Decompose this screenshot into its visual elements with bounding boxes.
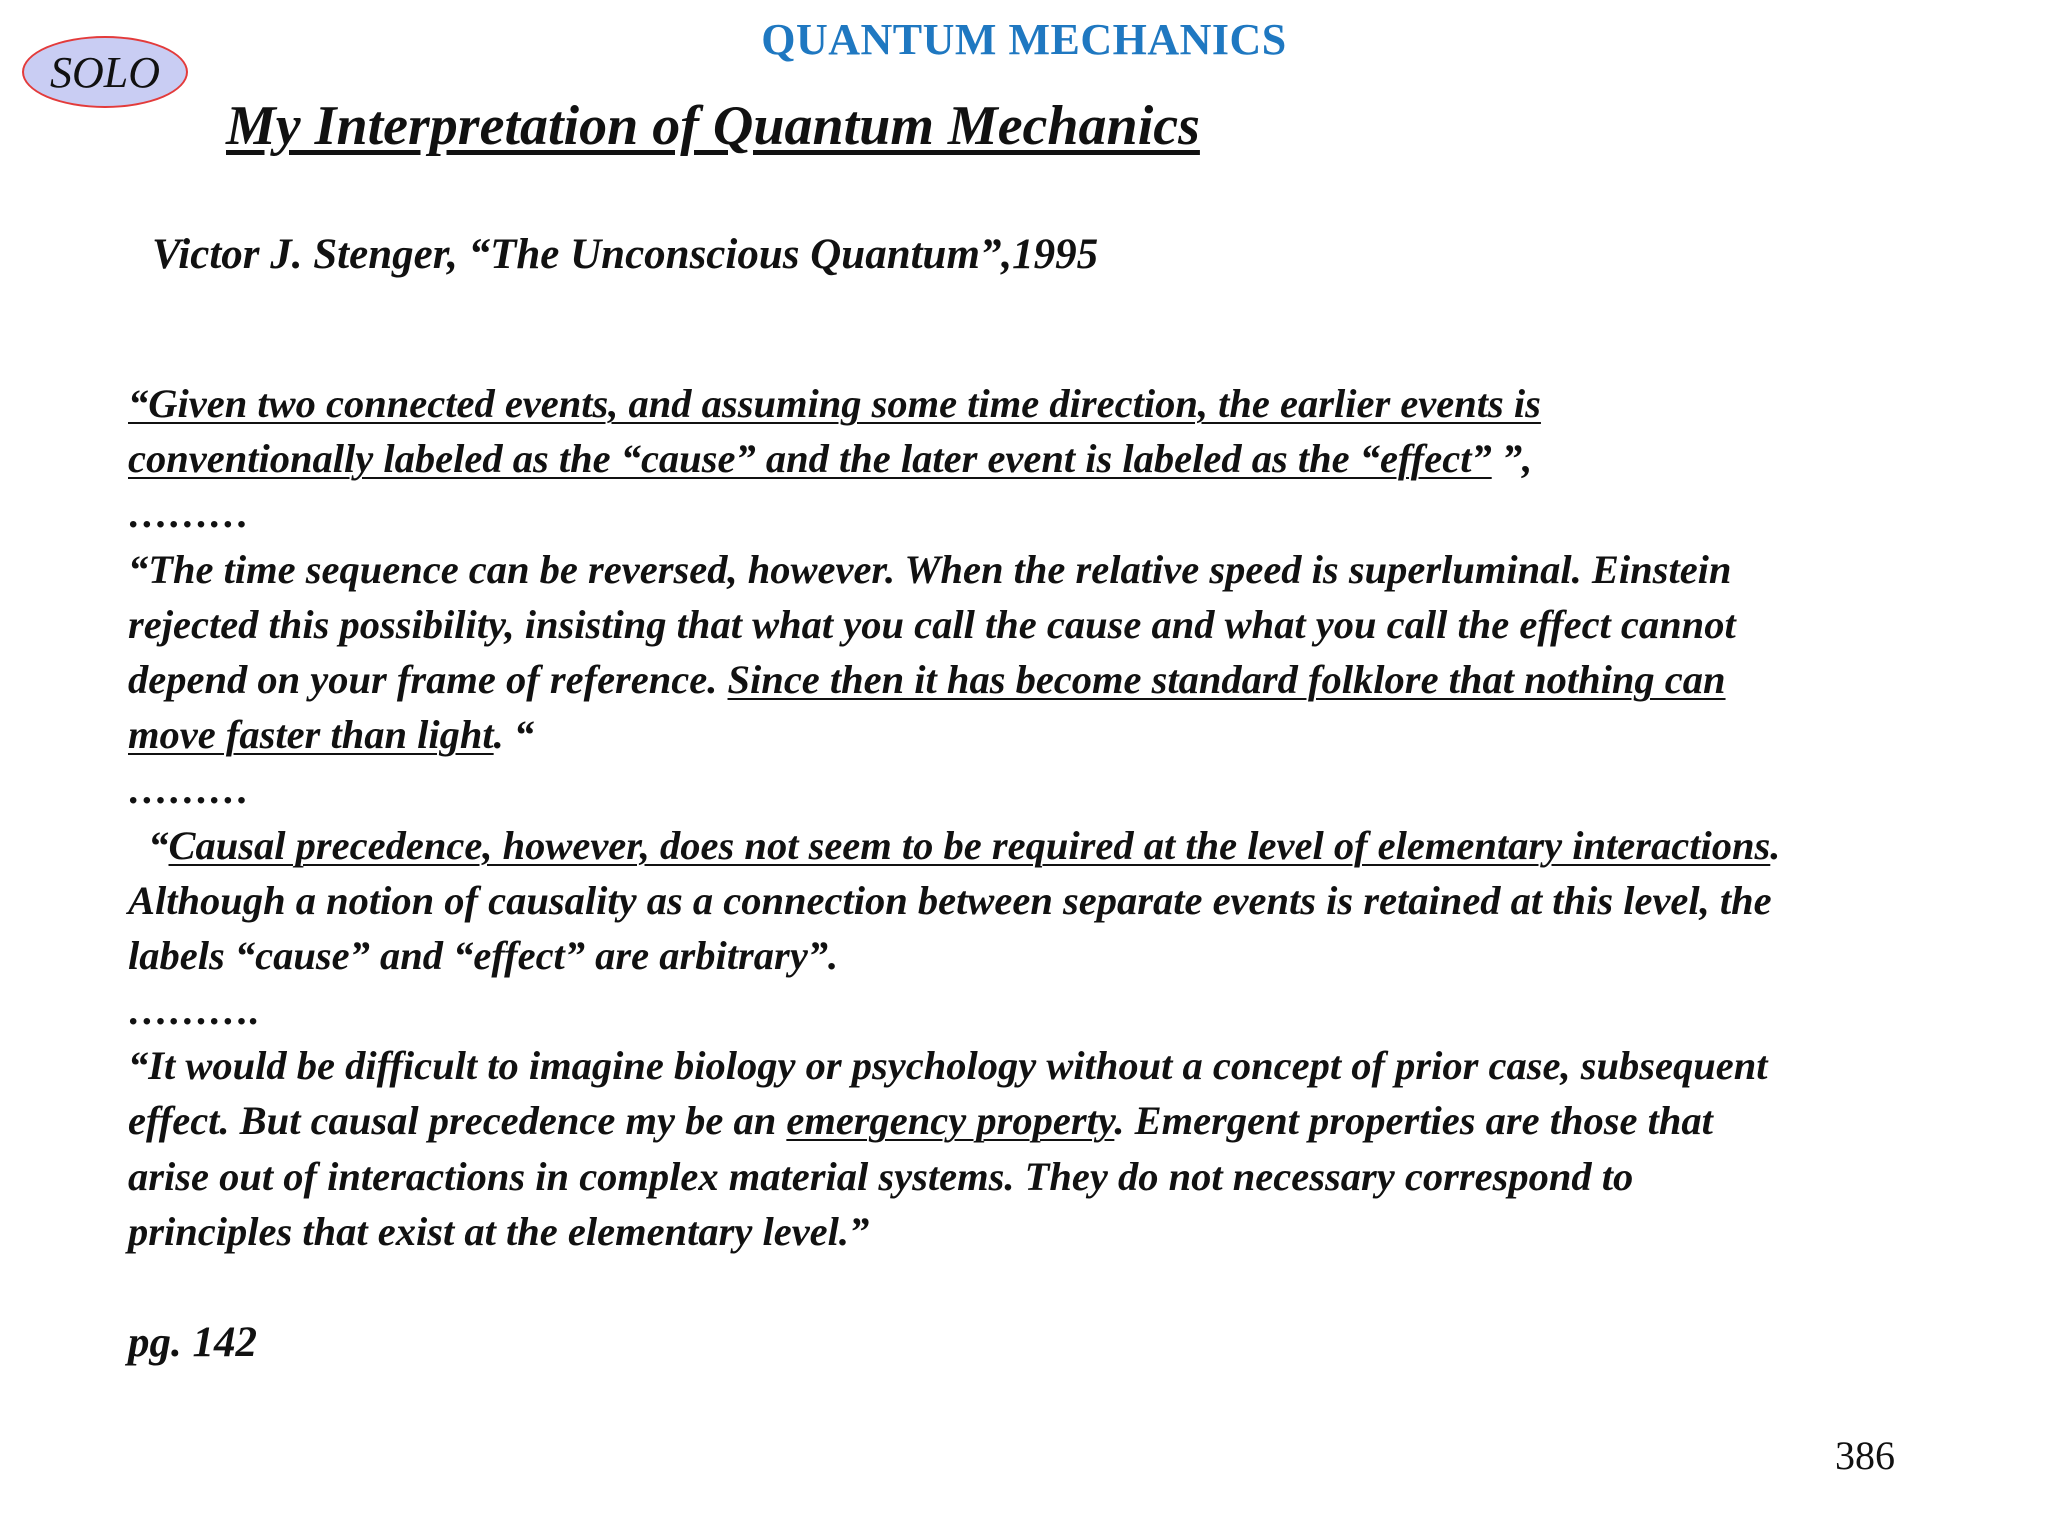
quote-line: “The time sequence can be reversed, however. When the relative speed is superluminal. Einstein	[128, 546, 1732, 592]
header-title: QUANTUM MECHANICS	[761, 15, 1287, 64]
underlined-text: move faster than light	[128, 712, 494, 758]
quote-line	[128, 431, 2028, 486]
quote-line: Although a notion of causality as a connection between separate events is retained at this level, the	[128, 877, 1772, 923]
quote-line: rejected this possibility, insisting that what you call the cause and what you call the effect cannot	[128, 601, 1736, 647]
solo-badge-label: SOLO	[49, 47, 161, 97]
quote-line	[128, 652, 2028, 707]
slide-title: My Interpretation of Quantum Mechanics	[226, 95, 1200, 157]
quote-text: effect. But causal precedence my be an	[128, 1098, 787, 1144]
ellipsis-separator: ………	[128, 767, 250, 813]
underlined-text: “Given two connected events, and assuming some time direction, the earlier events is	[128, 381, 1541, 426]
quote-line	[128, 376, 2028, 431]
ellipsis-separator: ……….	[128, 988, 260, 1034]
underlined-text: Causal precedence, however, does not seem to be required at the level of elementary interactions	[168, 822, 1771, 868]
quote-line: “It would be difficult to imagine biology or psychology without a concept of prior case, subsequent	[128, 1043, 1768, 1089]
quote-line	[128, 1093, 2028, 1148]
slide-number: 386	[1835, 1433, 1895, 1478]
quote-text: . “	[493, 712, 535, 758]
quote-text: .	[1770, 822, 1781, 868]
ellipsis-separator: ………	[128, 491, 250, 537]
quote-line	[128, 707, 2028, 762]
underlined-text: emergency property	[786, 1098, 1115, 1144]
solo-badge	[22, 36, 188, 108]
quote-text: “	[128, 822, 169, 868]
quote-line: principles that exist at the elementary level.”	[128, 1208, 870, 1254]
quote-body	[128, 376, 2028, 1259]
citation: Victor J. Stenger, “The Unconscious Quantum”,1995	[152, 231, 1099, 278]
underlined-text: conventionally labeled as the “cause” and the later event is labeled as the “effect”	[128, 436, 1492, 482]
underlined-text: Since then it has become standard folklore that nothing can	[727, 656, 1726, 702]
quote-text: . Emergent properties are those that	[1114, 1098, 1713, 1144]
quote-line: labels “cause” and “effect” are arbitrary”.	[128, 932, 839, 978]
quote-line: arise out of interactions in complex material systems. They do not necessary correspond to	[128, 1153, 1634, 1199]
quote-text: depend on your frame of reference.	[128, 656, 728, 702]
page-reference: pg. 142	[128, 1319, 257, 1366]
quote-text: ”,	[1491, 436, 1533, 482]
quote-line	[128, 818, 2028, 873]
